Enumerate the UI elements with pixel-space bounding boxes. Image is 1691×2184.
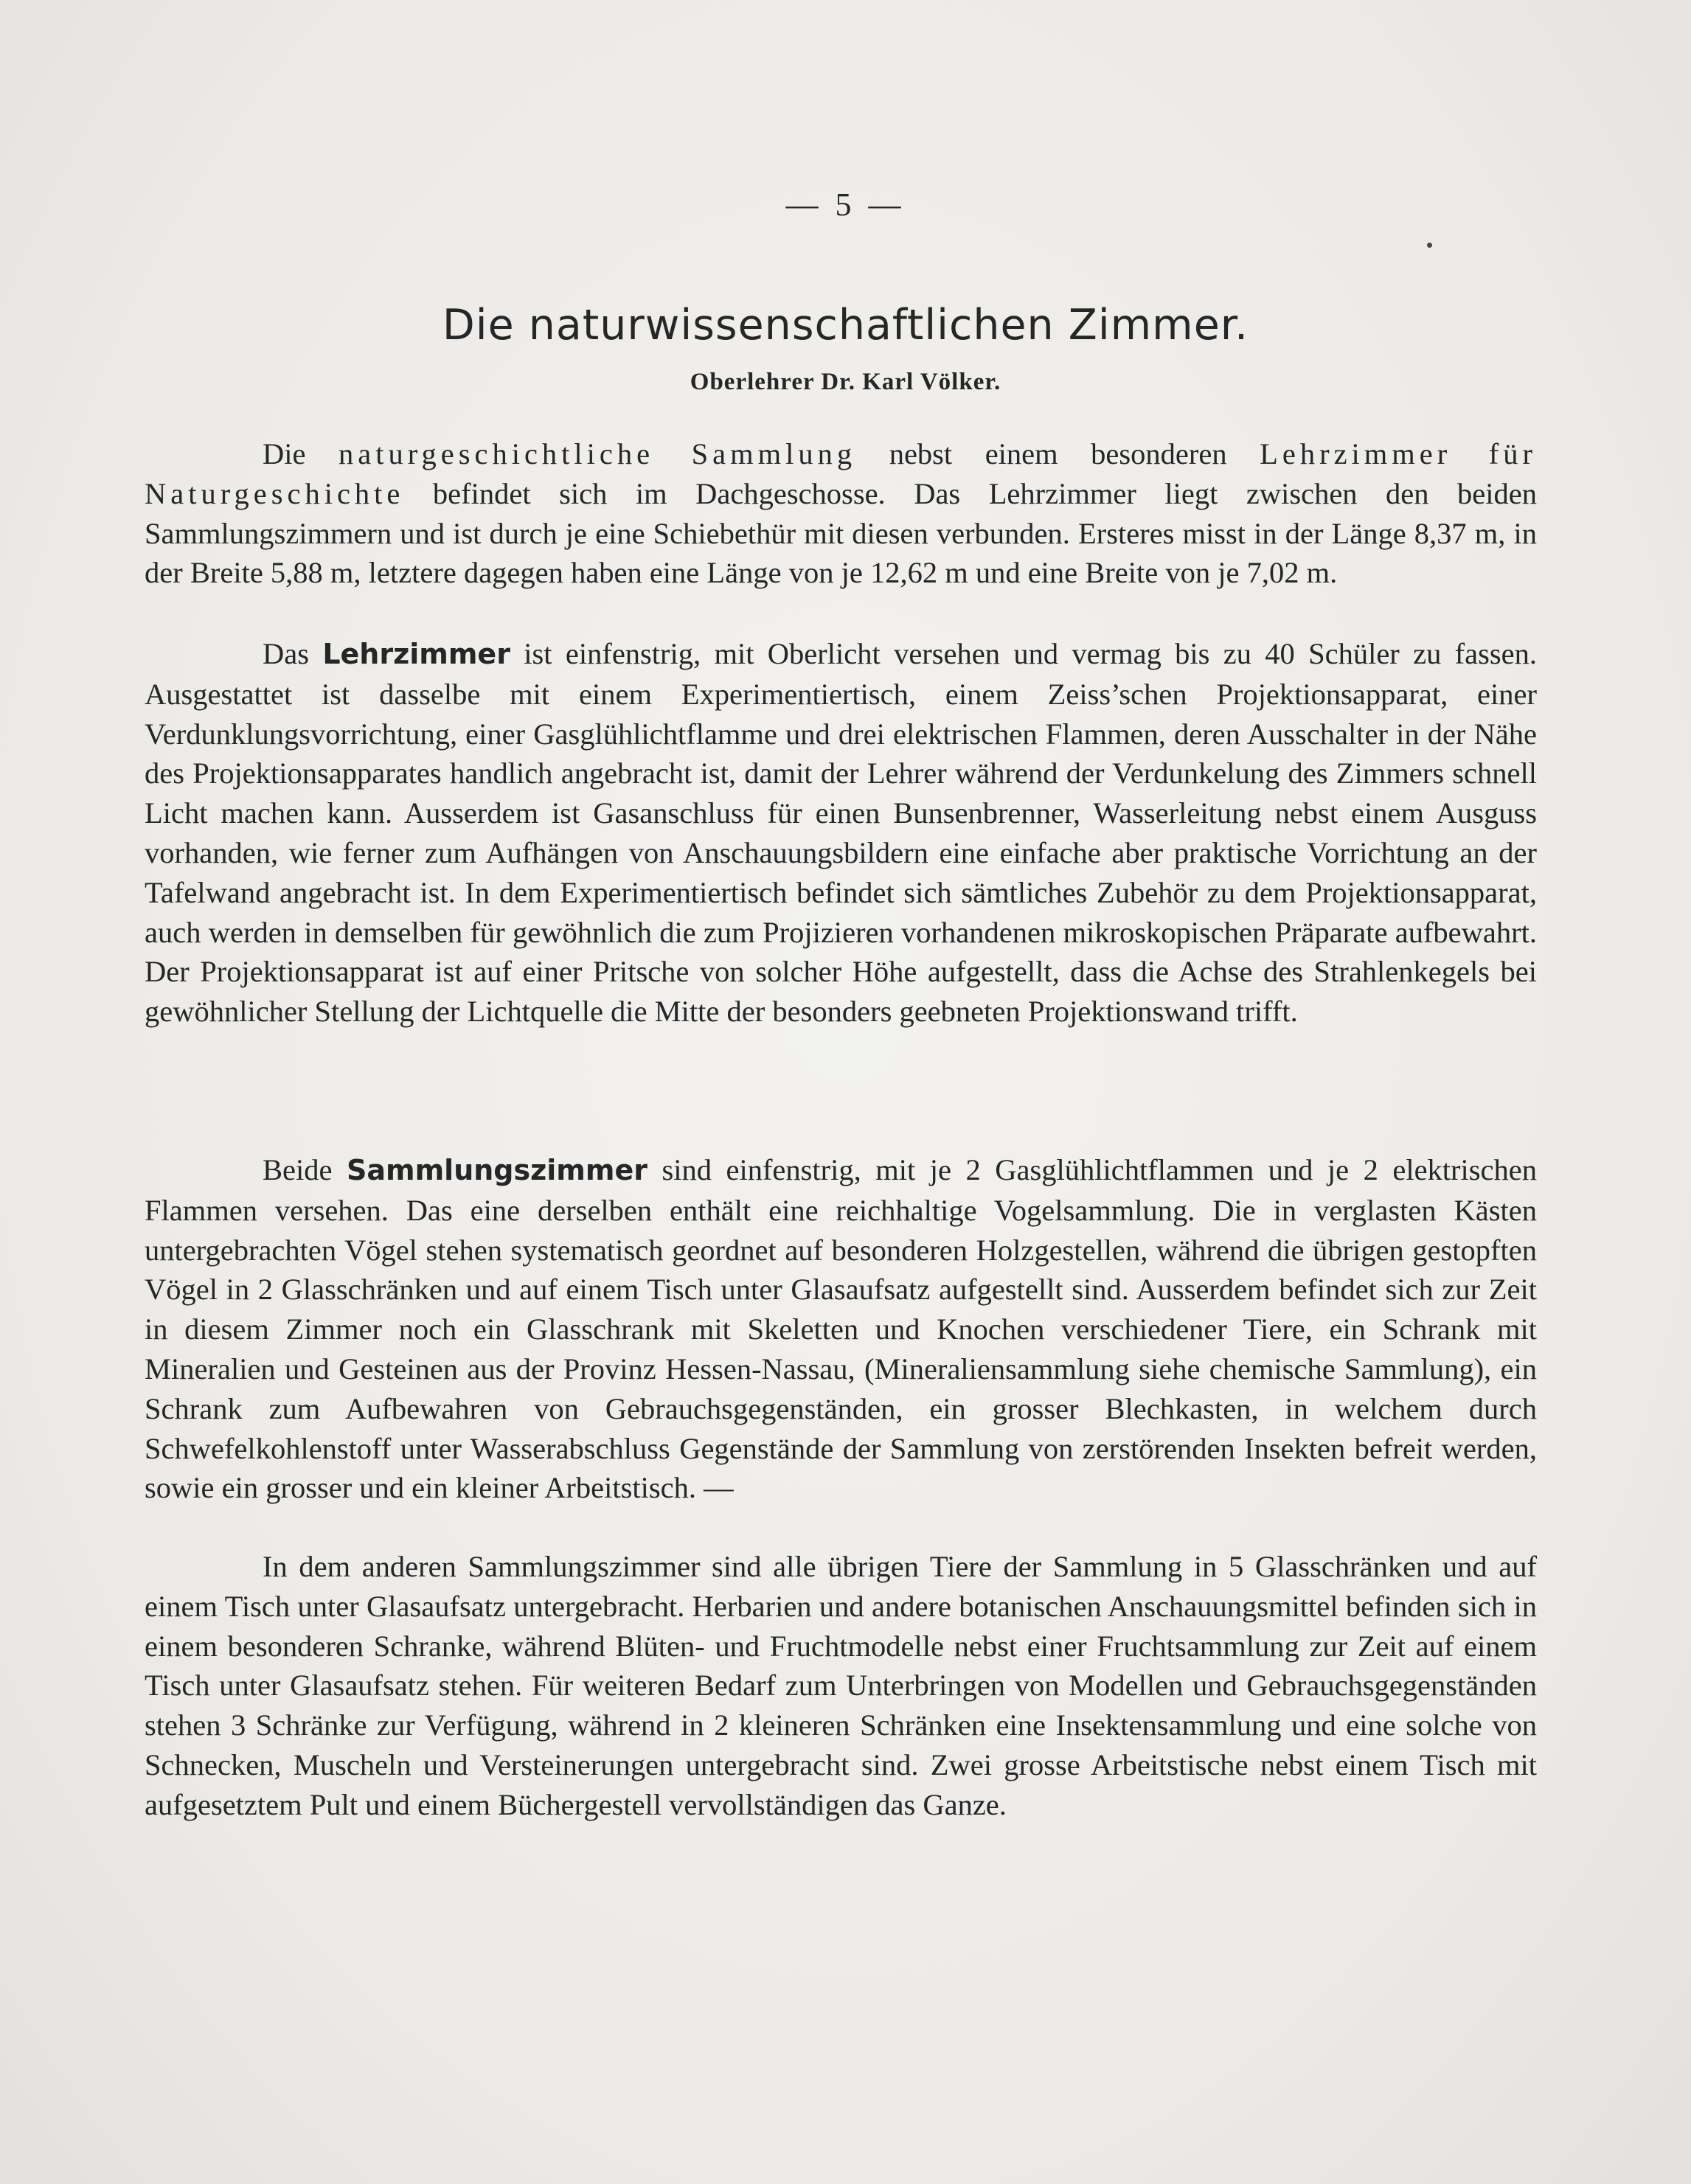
p3-body: sind einfenstrig, mit je 2 Gasglühlichtflammen und je 2 elektrischen Flammen versehen. Das eine derselben enthält eine reichhaltige Vogelsammlung. Die in verglasten Kästen untergebrachten Vögel stehen systematisch geordnet auf besonderen Holzgestellen, während die übrigen gestopften Vögel in 2 Glasschränken und auf einem Tisch unter Glasaufsatz aufgestellt sind. Ausserdem befindet sich zur Zeit in diesem Zimmer noch ein Glasschrank mit Skeletten und Knochen verschiedener Tiere, ein Schrank mit Mineralien und Gesteinen aus der Provinz Hessen-Nassau, (Mineraliensammlung siehe chemische Sammlung), ein Schrank zum Aufbewahren von Gebrauchsgegenständen, ein grosser Blechkasten, in welchem durch Schwefelkohlenstoff unter Wasserabschluss Gegenstände der Sammlung von zerstörenden Insekten befreit werden, sowie ein grosser und ein kleiner Arbeitstisch. — [145,1153,1537,1505]
p2-lead: Das [263,637,323,670]
ink-speck [1427,243,1432,248]
paragraph-3 [145,1150,1537,1508]
p2-highlight: Lehrzimmer [322,638,510,670]
p3-lead: Beide [263,1153,347,1186]
p1-term-sammlung: naturgeschichtliche Sammlung [338,437,857,470]
paragraph-1 [145,434,1537,593]
paragraph-4 [145,1547,1537,1825]
author-line: Oberlehrer Dr. Karl Völker. [690,369,1001,395]
p2-body: ist einfenstrig, mit Oberlicht versehen und vermag bis zu 40 Schüler zu fassen. Ausgestattet ist dasselbe mit einem Experimentiertisch, einem Zeiss’schen Projektionsapparat, einer Verdunklungsvorrichtung, einer Gasglühlichtflamme und drei elektrischen Flammen, deren Ausschalter in der Nähe des Projektionsapparates handlich angebracht ist, damit der Lehrer während der Verdunkelung des Zimmers schnell Licht machen kann. Ausserdem ist Gasanschluss für einen Bunsenbrenner, Wasserleitung nebst einem Ausguss vorhanden, wie ferner zum Aufhängen von Anschauungsbildern eine einfache aber praktische Vorrichtung an der Tafelwand angebracht ist. In dem Experimentiertisch befindet sich sämtliches Zubehör zu dem Projektionsapparat, auch werden in demselben für gewöhnlich die zum Projizieren vorhandenen mikroskopischen Präparate aufbewahrt. Der Projektionsapparat ist auf einer Pritsche von solcher Höhe aufgestellt, dass die Achse des Strahlenkegels bei gewöhnlicher Stellung der Lichtquelle die Mitte der besonders geebneten Projektionswand trifft. [145,637,1537,1029]
p1-body: befindet sich im Dachgeschosse. Das Lehrzimmer liegt zwischen den beiden Sammlungszimmern und ist durch je eine Schiebethür mit diesen verbunden. Ersteres misst in der Länge 8,37 m, in der Breite 5,88 m, letztere dagegen haben eine Länge von je 12,62 m und eine Breite von je 7,02 m. [145,476,1537,590]
p1-term-lehrzimmer: Lehrzimmer für Naturgeschichte [145,437,1538,510]
p3-highlight: Sammlungszimmer [346,1154,647,1186]
page-title: Die naturwissenschaftlichen Zimmer. [442,301,1249,349]
p4-body: In dem anderen Sammlungszimmer sind alle übrigen Tiere der Sammlung in 5 Glasschränken und auf einem Tisch unter Glasaufsatz untergebracht. Herbarien und andere botanischen Anschauungsmittel befinden sich in einem besonderen Schranke, während Blüten- und Fruchtmodelle nebst einer Fruchtsammlung zur Zeit auf einem Tisch unter Glasaufsatz stehen. Für weiteren Bedarf zum Unterbringen von Modellen und Gebrauchsgegenständen stehen 3 Schränke zur Verfügung, während in 2 kleineren Schränken eine Insektensammlung und eine solche von Schnecken, Muscheln und Versteinerungen untergebracht sind. Zwei grosse Arbeitstische nebst einem Tisch mit aufgesetztem Pult und einem Büchergestell vervollständigen das Ganze. [145,1550,1537,1821]
p1-mid: nebst einem besonderen [856,437,1260,470]
page-number: — 5 — [785,187,906,223]
p1-lead: Die [263,437,338,470]
paragraph-2 [145,634,1537,1032]
